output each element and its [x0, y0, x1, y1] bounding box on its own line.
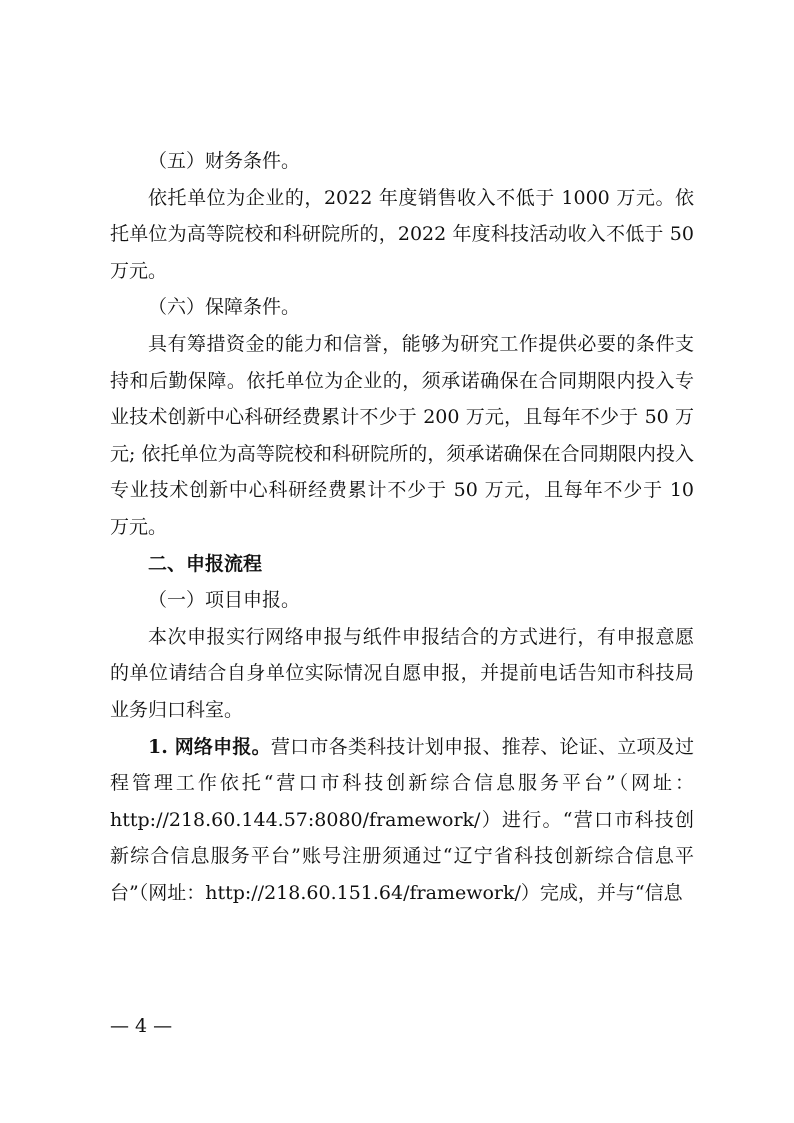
- guarantee-conditions-paragraph: 具有筹措资金的能力和信誉，能够为研究工作提供必要的条件支持和后勤保障。依托单位为企业的，须承诺确保在合同期限内投入专业技术创新中心科研经费累计不少于 200 万元，且每年不少于 50 万元; 依托单位为高等院校和科研院所的，须承诺确保在合同期限内投入专业技术创新中心科研经费累计不少于 50 万元，且每年不少于 10 万元。: [110, 332, 694, 538]
- project-application-heading: （一）项目申报。: [148, 589, 301, 612]
- network-application-paragraph: [110, 729, 694, 912]
- financial-conditions-paragraph: 依托单位为企业的，2022 年度销售收入不低于 1000 万元。依托单位为高等院校和科研院所的，2022 年度科技活动收入不低于 50 万元。: [110, 186, 694, 282]
- application-process-heading: 二、申报流程: [148, 552, 263, 575]
- document-body: [110, 143, 694, 911]
- network-application-text: 营口市各类科技计划申报、推荐、论证、立项及过程管理工作依托“营口市科技创新综合信息服务平台”（网址：http://218.60.144.57:8080/framework/）进行。“营口市科技创新综合信息服务平台”账号注册须通过“辽宁省科技创新综合信息平台”（网址：http://218.60.151.64/framework/）完成，并与“信息: [110, 735, 694, 904]
- application-method-paragraph: 本次申报实行网络申报与纸件申报结合的方式进行，有申报意愿的单位请结合自身单位实际情况自愿申报，并提前电话告知市科技局业务归口科室。: [110, 625, 694, 721]
- page-number: — 4 —: [110, 1015, 173, 1037]
- section-five-heading: （五）财务条件。: [148, 150, 301, 172]
- section-six-heading: （六）保障条件。: [148, 296, 301, 319]
- network-application-label: 1. 网络申报。: [148, 735, 271, 758]
